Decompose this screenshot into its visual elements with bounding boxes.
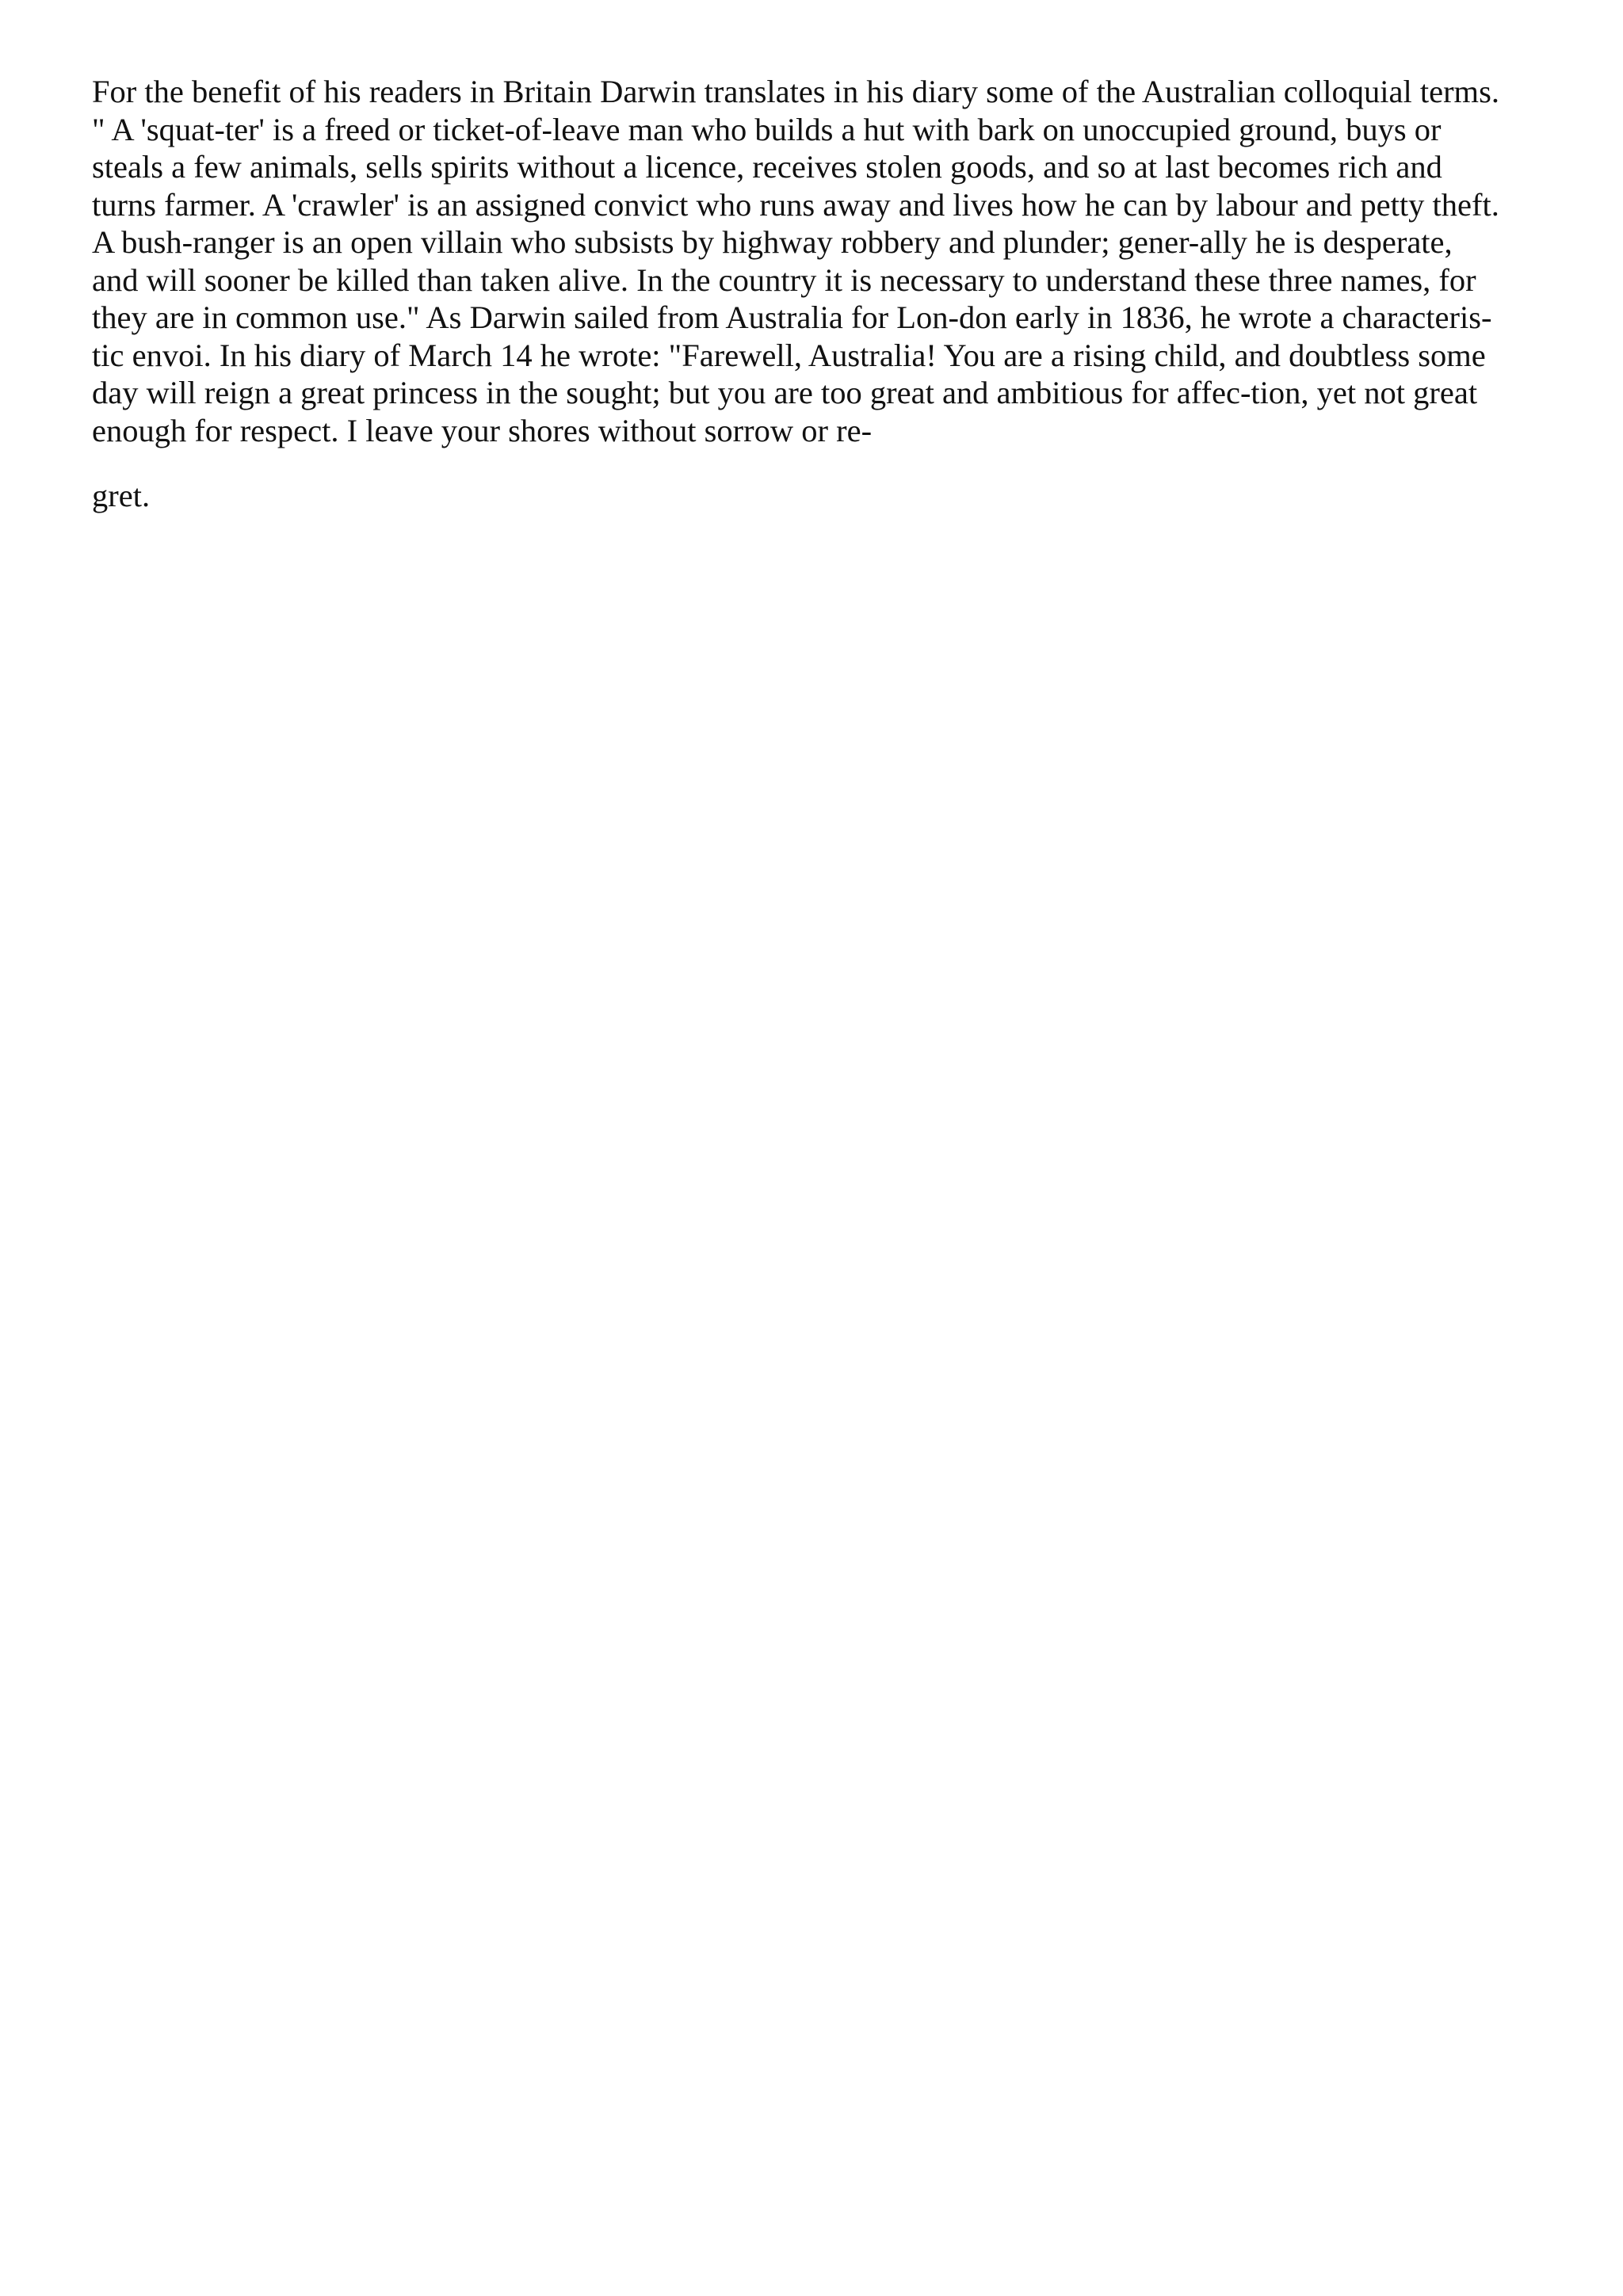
paragraph-line: For the benefit of his readers in Britain Darwin translates in his diary some of the Australian colloquial terms. bbox=[92, 74, 1499, 109]
body-paragraph bbox=[92, 73, 1550, 449]
paragraph-line: A bush-ranger is an open villain who subsists by highway robbery and plunder; gener-ally he is desperate, bbox=[92, 224, 1453, 260]
paragraph-line: " A 'squat-ter' is a freed or ticket-of-leave man who builds a hut with bark on unoccupied ground, buys or bbox=[92, 111, 1442, 147]
paragraph-line: tic envoi. In his diary of March 14 he wrote: "Farewell, Australia! You are a rising child, and doubtless some bbox=[92, 337, 1486, 373]
paragraph-line: turns farmer. A 'crawler' is an assigned convict who runs away and lives how he can by labour and petty theft. bbox=[92, 186, 1499, 223]
paragraph-line: they are in common use." As Darwin sailed from Australia for Lon-don early in 1836, he wrote a characteris- bbox=[92, 299, 1492, 335]
paragraph-line: steals a few animals, sells spirits without a licence, receives stolen goods, and so at last becomes rich and bbox=[92, 149, 1442, 185]
continuation-fragment: gret. bbox=[92, 478, 151, 513]
paragraph-line: and will sooner be killed than taken alive. In the country it is necessary to understand these three names, for bbox=[92, 261, 1476, 298]
paragraph-line: enough for respect. I leave your shores without sorrow or re- bbox=[92, 412, 873, 448]
paragraph-line: day will reign a great princess in the sought; but you are too great and ambitious for affec-tion, yet not great bbox=[92, 375, 1478, 410]
